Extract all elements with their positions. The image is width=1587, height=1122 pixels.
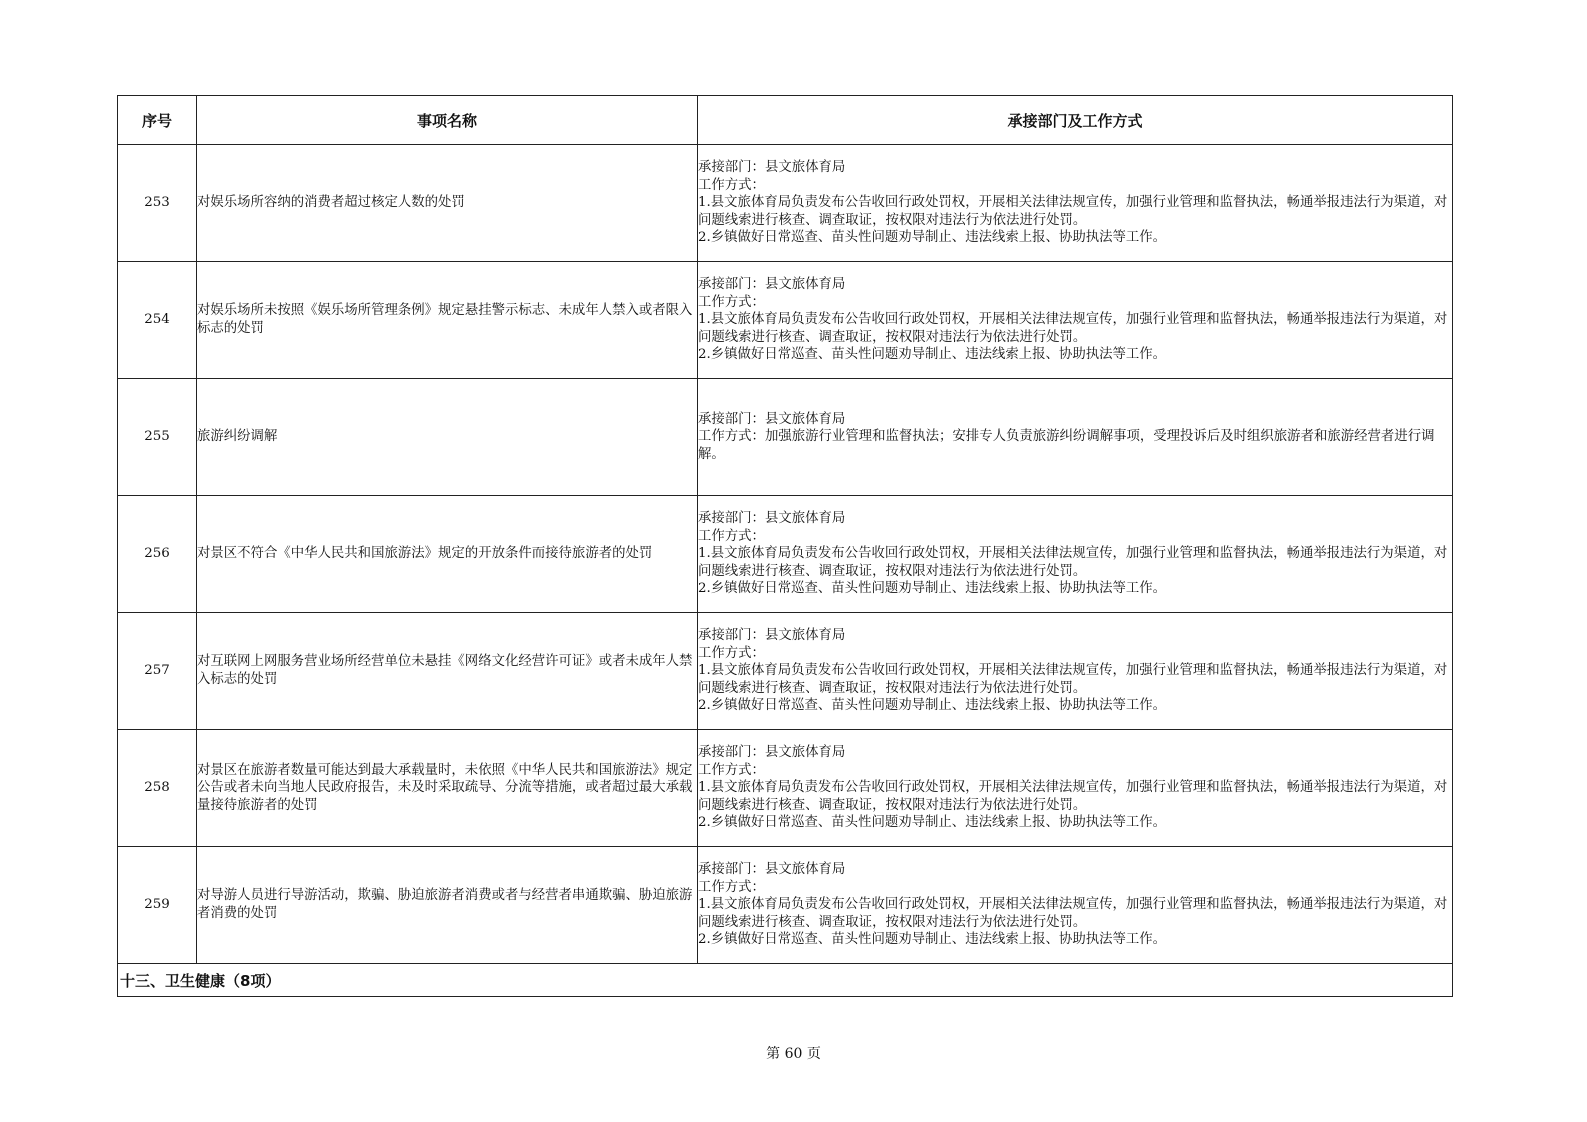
table-row [118,145,1453,262]
section-title: 十三、卫生健康（8项） [118,964,1453,997]
department-line: 2.乡镇做好日常巡查、苗头性问题劝导制止、违法线索上报、协助执法等工作。 [698,698,1167,714]
page-number: 第 60 页 [766,1046,821,1062]
department-cell [698,613,1453,730]
department-line: 工作方式：加强旅游行业管理和监督执法；安排专人负责旅游纠纷调解事项，受理投诉后及时组织旅游者和旅游经营者进行调解。 [698,429,1435,462]
row-number: 257 [118,613,197,730]
row-number: 258 [118,730,197,847]
department-line: 工作方式： [698,762,765,778]
header-number: 序号 [118,96,197,145]
department-line: 2.乡镇做好日常巡查、苗头性问题劝导制止、违法线索上报、协助执法等工作。 [698,815,1167,831]
department-line: 2.乡镇做好日常巡查、苗头性问题劝导制止、违法线索上报、协助执法等工作。 [698,932,1167,948]
row-number: 256 [118,496,197,613]
row-number: 255 [118,379,197,496]
department-line: 承接部门：县文旅体育局 [698,411,846,427]
item-name: 对娱乐场所未按照《娱乐场所管理条例》规定悬挂警示标志、未成年人禁入或者限入标志的处罚 [197,262,698,379]
header-row [118,96,1453,145]
header-department: 承接部门及工作方式 [698,96,1453,145]
department-line: 工作方式： [698,177,765,193]
department-line: 2.乡镇做好日常巡查、苗头性问题劝导制止、违法线索上报、协助执法等工作。 [698,347,1167,363]
department-line: 2.乡镇做好日常巡查、苗头性问题劝导制止、违法线索上报、协助执法等工作。 [698,581,1167,597]
department-line: 工作方式： [698,294,765,310]
table-row [118,613,1453,730]
table-row [118,262,1453,379]
department-line: 承接部门：县文旅体育局 [698,745,846,761]
item-name: 对娱乐场所容纳的消费者超过核定人数的处罚 [197,145,698,262]
department-line: 2.乡镇做好日常巡查、苗头性问题劝导制止、违法线索上报、协助执法等工作。 [698,230,1167,246]
department-cell [698,379,1453,496]
item-name: 旅游纠纷调解 [197,379,698,496]
table-row [118,730,1453,847]
section-row [118,964,1453,997]
item-name: 对景区在旅游者数量可能达到最大承载量时，未依照《中华人民共和国旅游法》规定公告或者未向当地人民政府报告，未及时采取疏导、分流等措施，或者超过最大承载量接待旅游者的处罚 [197,730,698,847]
item-name: 对景区不符合《中华人民共和国旅游法》规定的开放条件而接待旅游者的处罚 [197,496,698,613]
department-line: 1.县文旅体育局负责发布公告收回行政处罚权，开展相关法律法规宣传，加强行业管理和监督执法，畅通举报违法行为渠道，对问题线索进行核查、调查取证，按权限对违法行为依法进行处罚。 [698,195,1448,228]
department-line: 工作方式： [698,528,765,544]
department-cell [698,847,1453,964]
row-number: 259 [118,847,197,964]
department-cell [698,262,1453,379]
row-number: 253 [118,145,197,262]
items-table [117,95,1453,997]
table-row [118,496,1453,613]
department-line: 1.县文旅体育局负责发布公告收回行政处罚权，开展相关法律法规宣传，加强行业管理和监督执法，畅通举报违法行为渠道，对问题线索进行核查、调查取证，按权限对违法行为依法进行处罚。 [698,546,1448,579]
item-name: 对导游人员进行导游活动，欺骗、胁迫旅游者消费或者与经营者串通欺骗、胁迫旅游者消费的处罚 [197,847,698,964]
department-line: 承接部门：县文旅体育局 [698,862,846,878]
row-number: 254 [118,262,197,379]
item-name: 对互联网上网服务营业场所经营单位未悬挂《网络文化经营许可证》或者未成年人禁入标志的处罚 [197,613,698,730]
department-line: 承接部门：县文旅体育局 [698,511,846,527]
department-line: 承接部门：县文旅体育局 [698,628,846,644]
department-line: 1.县文旅体育局负责发布公告收回行政处罚权，开展相关法律法规宣传，加强行业管理和监督执法，畅通举报违法行为渠道，对问题线索进行核查、调查取证，按权限对违法行为依法进行处罚。 [698,312,1448,345]
department-line: 工作方式： [698,879,765,895]
department-cell [698,730,1453,847]
department-line: 1.县文旅体育局负责发布公告收回行政处罚权，开展相关法律法规宣传，加强行业管理和监督执法，畅通举报违法行为渠道，对问题线索进行核查、调查取证，按权限对违法行为依法进行处罚。 [698,663,1448,696]
department-line: 承接部门：县文旅体育局 [698,277,846,293]
department-line: 1.县文旅体育局负责发布公告收回行政处罚权，开展相关法律法规宣传，加强行业管理和监督执法，畅通举报违法行为渠道，对问题线索进行核查、调查取证，按权限对违法行为依法进行处罚。 [698,780,1448,813]
table-row [118,847,1453,964]
department-cell [698,496,1453,613]
department-line: 1.县文旅体育局负责发布公告收回行政处罚权，开展相关法律法规宣传，加强行业管理和监督执法，畅通举报违法行为渠道，对问题线索进行核查、调查取证，按权限对违法行为依法进行处罚。 [698,897,1448,930]
department-line: 承接部门：县文旅体育局 [698,160,846,176]
department-cell [698,145,1453,262]
header-item-name: 事项名称 [197,96,698,145]
table-row [118,379,1453,496]
department-line: 工作方式： [698,645,765,661]
